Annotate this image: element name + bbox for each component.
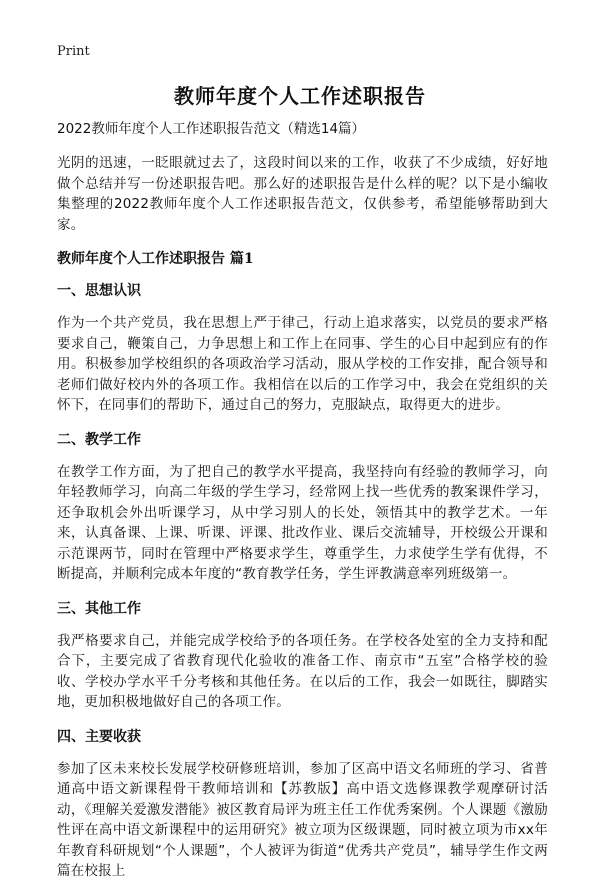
intro-paragraph: 光阴的迅速，一眨眼就过去了，这段时间以来的工作，收获了不少成绩，好好地做个总结并写一份述职报告吧。那么好的述职报告是什么样的呢？以下是小编收集整理的2022教师年度个人工作述职报告范文，仅供参考，希望能够帮助到大家。 (57, 155, 548, 233)
document-title: 教师年度个人工作述职报告 (174, 84, 426, 108)
section-paragraph: 作为一个共产党员，我在思想上严于律己，行动上追求落实，以党员的要求严格要求自己，鞭策自己，力争思想上和工作上在同事、学生的心目中起到应有的作用。积极参加学校组织的各项政治学习活动，服从学校的工作安排，配合领导和老师们做好校内外的各项工作。我相信在以后的工作学习中，我会在党组织的关怀下，在同事们的帮助下，通过自己的努力，克服缺点，取得更大的进步。 (57, 315, 548, 413)
section-heading: 二、教学工作 (57, 431, 141, 448)
article-heading: 教师年度个人工作述职报告 篇1 (57, 251, 254, 267)
print-link[interactable]: Print (57, 44, 90, 59)
section-heading: 三、其他工作 (57, 600, 141, 617)
section-paragraph: 我严格要求自己，并能完成学校给予的各项任务。在学校各处室的全力支持和配合下，主要完成了省教育现代化验收的准备工作、南京市“五室”合格学校的验收、学校办学水平千分考核和其他任务。在以后的工作，我会一如既往，脚踏实地，更加积极地做好自己的各项工作。 (57, 632, 548, 710)
document-subtitle: 2022教师年度个人工作述职报告范文（精选14篇） (57, 121, 366, 137)
section-paragraph: 参加了区未来校长发展学校研修班培训，参加了区高中语文名师班的学习、省普通高中语文新课程骨干教师培训和【苏教版】高中语文选修课教学观摩研讨活动，《理解关爱激发潜能》被区教育局评为班主任工作优秀案例。个人课题《激励性评在高中语文新课程中的运用研究》被立项为区级课题，同时被立项为市xx年年教育科研规划“个人课题”，个人被评为街道“优秀共产党员”，辅导学生作文两篇在校报上 (57, 760, 548, 879)
section-heading: 一、思想认识 (57, 283, 141, 299)
section-heading: 四、主要收获 (57, 728, 141, 745)
section-paragraph: 在教学工作方面，为了把自己的教学水平提高，我坚持向有经验的教师学习，向年轻教师学习，向高二年级的学生学习，经常网上找一些优秀的教案课件学习，还争取机会外出听课学习，从中学习别人的长处，领悟其中的教学艺术。一年来，认真备课、上课、听课、评课、批改作业、课后交流辅导，开校级公开课和示范课两节，同时在管理中严格要求学生，尊重学生，力求使学生学有优得，不断提高，并顺利完成本年度的“教育教学任务，学生评教满意率列班级第一。 (57, 463, 548, 582)
document-body (57, 119, 548, 896)
